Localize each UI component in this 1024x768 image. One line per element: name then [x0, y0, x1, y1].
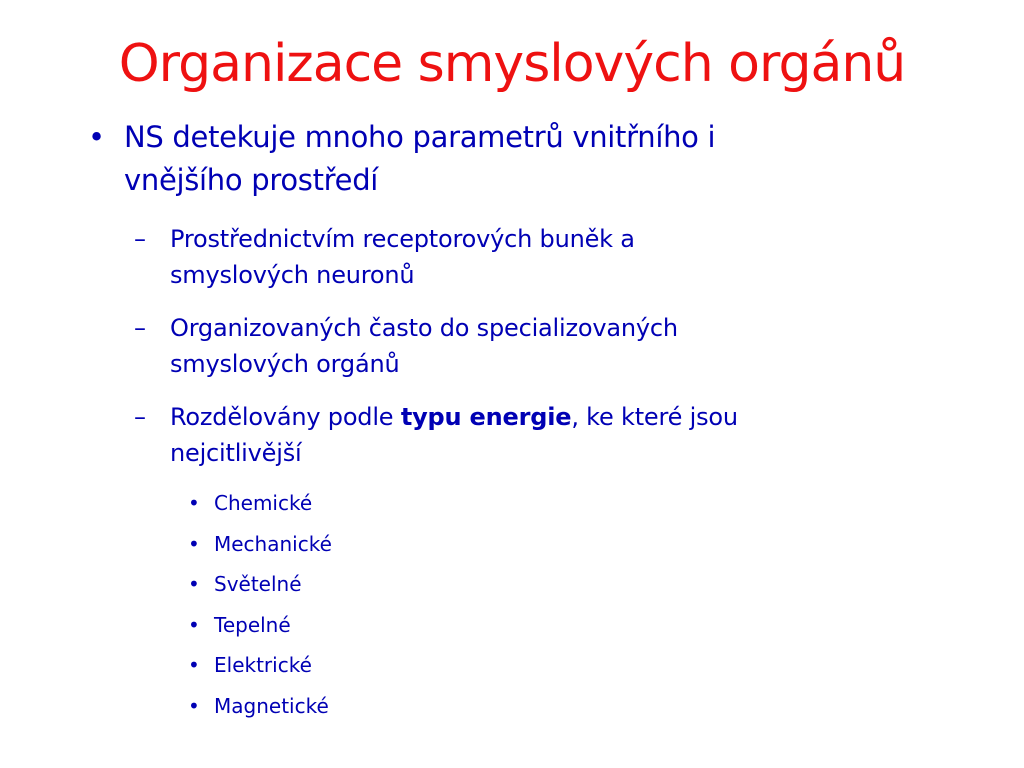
- energy-item-label: Elektrické: [214, 653, 312, 677]
- sub-bullet-line-2: smyslových orgánů: [170, 350, 400, 378]
- bullet-dot: •: [188, 532, 200, 556]
- bullet-dot: •: [88, 120, 105, 154]
- bullet-dot: •: [188, 491, 200, 515]
- bullet-dot: •: [188, 653, 200, 677]
- energy-item-thermal: [188, 611, 714, 639]
- bullet-dot: •: [188, 572, 200, 596]
- sub-bullet-receptors: [134, 221, 950, 293]
- sub-bullet-line-1: Organizovaných často do specializovaných: [170, 314, 678, 342]
- sub-bullet-text-before: Rozdělovány podle: [170, 403, 401, 431]
- slide-title: Organizace smyslových orgánů: [118, 34, 906, 94]
- emphasis-energy-type: typu energie: [400, 403, 572, 431]
- energy-item-chemical: [188, 489, 714, 517]
- bullet-dot: •: [188, 613, 200, 637]
- dash-marker: –: [134, 314, 146, 342]
- sub-bullet-organs: [134, 310, 950, 382]
- bullet-text-line-1: NS detekuje mnoho parametrů vnitřního i: [124, 120, 716, 154]
- energy-item-label: Chemické: [214, 491, 313, 515]
- energy-item-light: [188, 570, 714, 598]
- energy-item-label: Světelné: [214, 572, 302, 596]
- bullet-dot: •: [188, 694, 200, 718]
- bullet-ns-detection: [88, 116, 944, 202]
- energy-item-label: Mechanické: [214, 532, 332, 556]
- energy-item-label: Magnetické: [214, 694, 329, 718]
- dash-marker: –: [134, 225, 146, 253]
- energy-item-mechanical: [188, 530, 714, 558]
- sub-bullet-text-after: , ke které jsou: [571, 403, 738, 431]
- energy-item-magnetic: [188, 692, 714, 720]
- sub-bullet-line-1: Prostřednictvím receptorových buněk a: [170, 225, 635, 253]
- energy-item-electric: [188, 651, 714, 679]
- sub-bullet-line-2: nejcitlivější: [170, 439, 302, 467]
- sub-bullet-energy-types: [134, 399, 950, 471]
- sub-bullet-line-1: [170, 399, 950, 435]
- energy-item-label: Tepelné: [214, 613, 291, 637]
- bullet-text-line-2: vnějšího prostředí: [124, 163, 379, 197]
- dash-marker: –: [134, 403, 146, 431]
- sub-bullet-line-2: smyslových neuronů: [170, 261, 415, 289]
